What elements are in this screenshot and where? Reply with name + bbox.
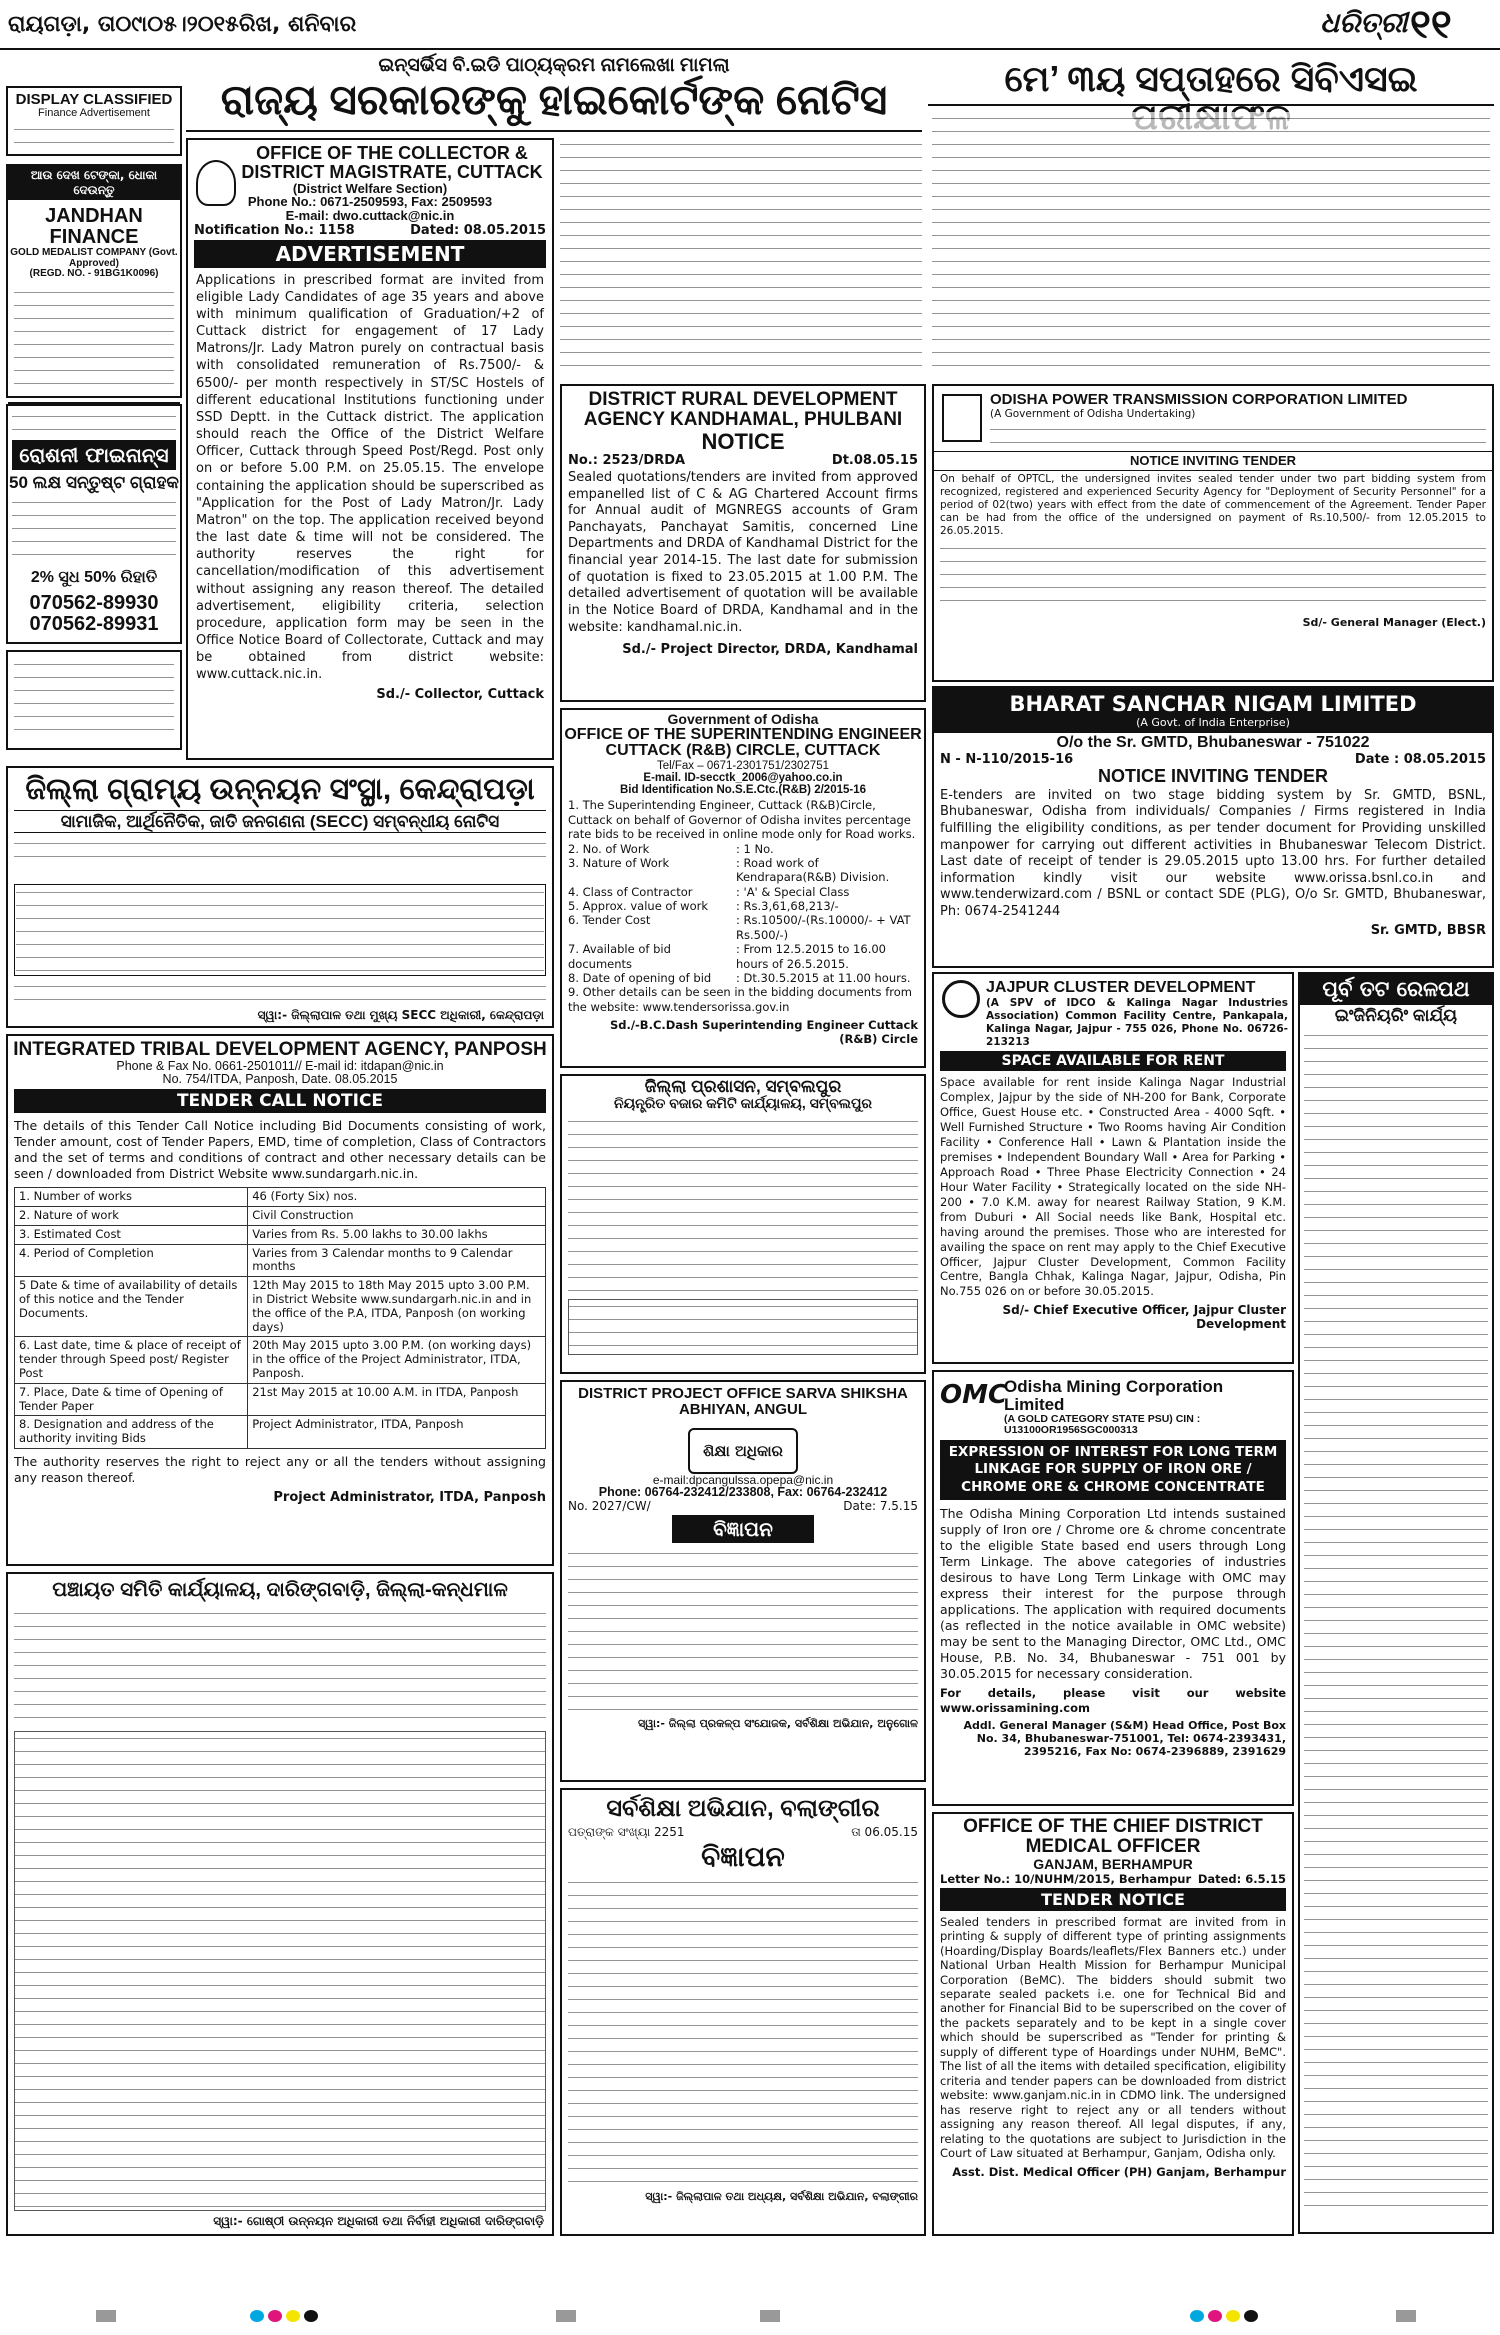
- itda-table-label: 1. Number of works: [15, 1188, 248, 1206]
- se-signature: Sd./-B.C.Dash Superintending Engineer Cuttack (R&B) Circle: [609, 1018, 918, 1047]
- se-item-value: : Rs.3,61,68,213/-: [736, 899, 839, 914]
- bsnl-signature: Sr. GMTD, BBSR: [1370, 922, 1486, 938]
- reg-mark-cyan-2: [1190, 2310, 1204, 2322]
- drda-date: Dt.08.05.15: [831, 452, 918, 468]
- rate-table: [14, 123, 174, 149]
- cdmo-date: Dated: 6.5.15: [1197, 1871, 1286, 1886]
- itda-table-row: [15, 1188, 545, 1207]
- itda-body: The details of this Tender Call Notice including Bid Documents consisting of work, Tender amount, cost of Tender Papers, EMD, time of completion, Class of Contractors and the set of terms and conditions of contract and other necessary details can be seen / downloaded from District Website www.sundargarh.nic.in.: [14, 1118, 546, 1182]
- highcourt-story-text: [560, 138, 922, 378]
- se-tel: Tel/Fax – 0671-2301751/2302751: [656, 760, 829, 773]
- ssa-bolangir-signature: ସ୍ୱା:- ଜିଲ୍ଲାପାଳ ତଥା ଅଧ୍ୟକ୍ଷ, ସର୍ବଶିକ୍ଷା ଅଭିଯାନ, ବଲାଙ୍ଗୀର: [645, 2189, 918, 2203]
- ecr-subtitle: ଇଂଜିନିୟରିଂ କାର୍ଯ୍ୟ: [1334, 1006, 1458, 1025]
- se-item: [568, 971, 918, 985]
- collector-title: OFFICE OF THE COLLECTOR & DISTRICT MAGISTRATE, CUTTACK: [241, 143, 543, 182]
- reg-mark-cyan-1: [250, 2310, 264, 2322]
- reg-mark-black-2: [1244, 2310, 1258, 2322]
- ssa-angul-email: e-mail:dpcangulssa.opepa@nic.in: [652, 1472, 834, 1487]
- itda-table-row: [15, 1226, 545, 1245]
- roshani-rate: 2% ସୁଧ 50% ରିହାତି: [30, 568, 158, 586]
- reg-mark-black-1: [304, 2310, 318, 2322]
- se-item-value: : 'A' & Special Class: [736, 884, 850, 899]
- zilla-title: ଜିଲ୍ଲା ଗ୍ରାମ୍ୟ ଉନ୍ନୟନ ସଂସ୍ଥା, କେନ୍ଦ୍ରାପଡ଼ା: [25, 773, 535, 806]
- display-classified-title: DISPLAY CLASSIFIED: [15, 91, 173, 108]
- ssa-angul-logo: [688, 1428, 798, 1474]
- cdmo-letter: Letter No.: 10/NUHM/2015, Berhampur: [940, 1871, 1192, 1886]
- jajpur-cluster-ad: [932, 972, 1294, 1364]
- collector-cuttack-ad: [186, 138, 554, 760]
- jandhan-line2: GOLD MEDALIST COMPANY (Govt. Approved): [10, 247, 178, 269]
- omc-signature: Addl. General Manager (S&M) Head Office, Post Box No. 34, Bhubaneswar-751001, Tel: 0674-2393431, 2395216, Fax No: 0674-2396889, 2391629: [963, 1719, 1286, 1759]
- zilla-footer-text: [14, 980, 546, 1004]
- optcl-signature: Sd/- General Manager (Elect.): [1302, 616, 1486, 630]
- ssa-angul-date: Date: 7.5.15: [843, 1499, 918, 1514]
- ecr-title: ପୂର୍ବ ତଟ ରେଳପଥ: [1300, 974, 1492, 1005]
- omc-body: The Odisha Mining Corporation Ltd intends sustained supply of Iron ore / Chrome ore & chrome concentrate to the eligible State based end users through Long Term Linkage. The above categories of industries desirous to have Long Term Linkage with OMC may express their interest for the purpose through applications. The application with required documents (as reflected in the notice available in OMC website) may be sent to the Managing Director, OMC Ltd., OMC House, P.B. No. 34, Bhubaneswar - 751 001 by 30.05.2015 for necessary consideration.: [940, 1506, 1286, 1682]
- reg-mark-gray-left: [96, 2310, 116, 2322]
- reg-mark-gray-2: [556, 2310, 576, 2322]
- panchayat-signature: ସ୍ୱା:- ଗୋଷ୍ଠୀ ଉନ୍ନୟନ ଅଧିକାରୀ ତଥା ନିର୍ବାହୀ ଅଧିକାରୀ ଦାରିଙ୍ଗବାଡ଼ି: [213, 2214, 544, 2228]
- drda-title: DISTRICT RURAL DEVELOPMENT AGENCY KANDHAMAL, PHULBANI: [583, 389, 903, 430]
- ssa-angul-band: ବିଜ୍ଞାପନ: [672, 1515, 814, 1543]
- cdmo-body: Sealed tenders in prescribed format are invited from in printing & supply of different type of printing assignments (Hoarding/Display Boards/leaflets/Flex Banners etc.) under National Urban Health Mission for Berhampur Municipal Corporation (BeMC). The bidders should submit two separate sealed packets i.e. one for Technical Bid and another for Financial Bid to be superscribed on the cover of the packets separately and to be kept in a single cover which should be superscribed as "Tender for printing & supply of different type of Hoardings under NUHM, BeMC". The list of all the items with detailed specification, eligibility criteria and tender papers can be downloaded from district website: www.ganjam.nic.in in CDMO link. The undersigned has reserve right to reject any or all tenders without assigning any reason thereof. All legal disputes, if any, relating to the quotations are subject to Jurisdiction in the Court of Law situated at Berhampur, Ganjam, Odisha only.: [940, 1914, 1286, 2161]
- ssa-angul-signature: ସ୍ୱା:- ଜିଲ୍ଲା ପ୍ରକଳ୍ପ ସଂଯୋଜକ, ସର୍ବଶିକ୍ଷା ଅଭିଯାନ, ଅନୁଗୋଳ: [638, 1717, 918, 1731]
- itda-title: INTEGRATED TRIBAL DEVELOPMENT AGENCY, PANPOSH: [13, 1039, 547, 1060]
- se-email: E-mail. ID-secctk_2006@yahoo.co.in: [643, 772, 843, 785]
- se-item: [568, 798, 918, 841]
- collector-band: ADVERTISEMENT: [194, 240, 546, 268]
- ssa-bolangir-band: ବିଜ୍ଞାପନ: [701, 1841, 785, 1873]
- se-item-label: 5. Approx. value of work: [568, 899, 709, 914]
- drda-kandhamal-ad: [560, 384, 926, 702]
- itda-band: TENDER CALL NOTICE: [14, 1089, 546, 1113]
- jajpur-body: Space available for rent inside Kalinga Nagar Industrial Complex, Jajpur by the side of NH-200 for Bank, Corporate Office, Guest House etc. • Constructed Area - 4000 Sqft. • Well Furnished Structure • Two Rooms having Air Condition Facility • Conference Hall • Lawn & Plantation inside the premises • Independent Boundary Wall • Area for Parking • Approach Road • Three Phase Electricity Connection • 24 Hour Water Facility • Strategically located on the side NH-200 • 7.0 K.M. away for nearest Railway Station, 9 K.M. from Duburi • All Social needs like Bank, Hospital etc. having around the premises. Those who are interested for availing the space on rent may apply to the Chief Executive Officer, Jajpur Cluster Development, Common Facility Centre, Bangla Chhak, Kalinga Nagar, Jajpur, Odisha, Pin No.755 026 on or before 30.05.2015.: [940, 1075, 1286, 1299]
- omc-web: For details, please visit our website www.orissamining.com: [940, 1686, 1286, 1715]
- collector-notification-no: Notification No.: 1158: [194, 222, 355, 238]
- jandhan-title: JANDHAN FINANCE: [45, 205, 143, 248]
- reg-mark-magenta-1: [268, 2310, 282, 2322]
- se-title: OFFICE OF THE SUPERINTENDING ENGINEER CUTTACK (R&B) CIRCLE, CUTTACK: [564, 725, 922, 760]
- bsnl-header-band: [934, 688, 1492, 733]
- itda-table-label: 8. Designation and address of the authority inviting Bids: [15, 1416, 248, 1448]
- optcl-title: ODISHA POWER TRANSMISSION CORPORATION LIMITED: [990, 391, 1408, 408]
- drda-signature: Sd./- Project Director, DRDA, Kandhamal: [622, 642, 918, 658]
- ecr-tender-list: [1304, 1029, 1488, 2209]
- collector-date: Dated: 08.05.2015: [410, 222, 546, 238]
- reader-notice: [6, 650, 182, 750]
- roshani-title: ରୋଶନୀ ଫାଇନାନ୍ସ: [12, 440, 176, 470]
- collector-body: Applications in prescribed format are invited from eligible Lady Candidates of age 35 years and above with minimum qualification of Graduation/+2 of Cuttack district for engagement of 17 Lady Matrons/Jr. Lady Matron purely on contractual basis with consolidated remuneration of Rs.7500/- & 6500/- per month respectively in ST/SC Hostels of different educational Institutions functioning under SSD Deptt. in the Cuttack district. The application should reach the Office of the District Welfare Officer, Cuttack through Speed Post/Regd. Post only on or before 5.00 P.M. on 25.05.15. The envelope containing the application should be superscribed as "Application for the Post of Lady Matron/Jr. Lady Matron" on the top. The application received beyond the last date & time will not be considered. The authority reserves the right for cancellation/modification of this advertisement without assigning any reason thereof. The detailed advertisement, eligibility criteria, selection procedure, application form may be seen in the Office Notice Board of Collectorate, Cuttack and may be obtained from district website: www.cuttack.nic.in.: [196, 272, 544, 683]
- date-line: ରାୟଗଡ଼ା, ତା୦୯ା୦୫।୨୦୧୫ରିଖ, ଶନିବାର: [8, 12, 357, 37]
- reg-mark-gray-3: [760, 2310, 780, 2322]
- ssa-bolangir-no: ପତ୍ରାଙ୍କ ସଂଖ୍ୟା 2251: [568, 1825, 685, 1840]
- optcl-subtitle: (A Government of Odisha Undertaking): [990, 407, 1196, 420]
- cdmo-ganjam-ad: [932, 1812, 1294, 2236]
- itda-table-label: 6. Last date, time & place of receipt of tender through Speed post/ Register Post: [15, 1337, 248, 1382]
- ssa-bolangir-ad: [560, 1788, 926, 2236]
- sambalpur-market-ad: [560, 1074, 926, 1374]
- se-item-value: : 1 No.: [736, 841, 774, 856]
- itda-table-row: [15, 1337, 545, 1383]
- bsnl-ad: [932, 686, 1494, 968]
- jandhan-kicker: ଆଉ ଦେଖ ଟେଙ୍କା, ଧୋକା ଦେଉନ୍ତୁ: [8, 166, 180, 200]
- se-item: [568, 885, 918, 899]
- se-item: [568, 899, 918, 913]
- zilla-signature: ସ୍ୱା:- ଜିଲ୍ଲାପାଳ ତଥା ମୁଖ୍ୟ SECC ଅଧିକାରୀ, କେନ୍ଦ୍ରାପଡ଼ା: [257, 1008, 544, 1022]
- optcl-body: On behalf of OPTCL, the undersigned invites sealed tender under two part bidding system from recognized, registered and experienced Security Agency for "Deployment of Security Personnel" for a period of 02(two) years with effect from the date of commencement of the Agreement. Tender Paper can be had from the office of the undersigned on payment of Rs.10,500/- from 12.05.2015 to 26.05.2015.: [940, 472, 1486, 538]
- itda-table-row: [15, 1416, 545, 1448]
- se-item: [568, 842, 918, 856]
- itda-table-value: 12th May 2015 to 18th May 2015 upto 3.00 P.M. in District Website www.sundargarh.nic.in and in the office of the P.A, ITDA, Panposh (on working days): [252, 1278, 532, 1334]
- itda-table-row: [15, 1245, 545, 1278]
- roshani-phone-2: 070562-89931: [29, 612, 159, 635]
- headline-cbse: [928, 56, 1494, 106]
- ssa-angul-logo-text: ଶିକ୍ଷା ଅଧିକାର: [703, 1442, 783, 1460]
- itda-table-value: Varies from 3 Calendar months to 9 Calendar months: [252, 1245, 513, 1274]
- reg-mark-yellow-2: [1226, 2310, 1240, 2322]
- se-item-value: : Rs.10500/-(Rs.10000/- + VAT Rs.500/-): [736, 913, 911, 942]
- itda-footer: The authority reserves the right to reject any or all the tenders without assigning any reason thereof.: [14, 1453, 546, 1485]
- ssa-angul-title: DISTRICT PROJECT OFFICE SARVA SHIKSHA ABHIYAN, ANGUL: [578, 1385, 908, 1418]
- se-item-label: 9. Other details can be seen in the bidding documents from the website: www.tendersorissa.gov.in: [568, 985, 912, 1014]
- cdmo-band: TENDER NOTICE: [940, 1888, 1286, 1911]
- drda-band: NOTICE: [701, 428, 785, 454]
- itda-table-label: 2. Nature of work: [15, 1207, 248, 1225]
- jajpur-subtitle: (A SPV of IDCO & Kalinga Nagar Industries Association) Common Facility Centre, Pankapala, Kalinga Nagar, Jajpur - 755 026, Phone No. 06726-213213: [986, 996, 1288, 1049]
- ssa-angul-body: [568, 1547, 918, 1713]
- itda-contact: Phone & Fax No. 0661-2501011// E-mail id: itdapan@nic.in: [116, 1058, 444, 1073]
- ssa-angul-no: No. 2027/CW/: [568, 1499, 651, 1514]
- drda-no: No.: 2523/DRDA: [568, 452, 686, 468]
- jajpur-band: SPACE AVAILABLE FOR RENT: [940, 1051, 1286, 1071]
- bsnl-subtitle: (A Govt. of India Enterprise): [1136, 716, 1290, 729]
- reg-mark-gray-right: [1396, 2310, 1416, 2322]
- zilla-schedule-table: [14, 884, 546, 976]
- sambalpur-title: ଜିଲ୍ଲା ପ୍ରଶାସନ, ସମ୍ବଲପୁର: [644, 1077, 842, 1096]
- se-gov: Government of Odisha: [667, 711, 819, 727]
- collector-email: E-mail: dwo.cuttack@nic.in: [285, 208, 455, 224]
- jajpur-title: JAJPUR CLUSTER DEVELOPMENT: [986, 979, 1256, 996]
- reg-mark-yellow-1: [286, 2310, 300, 2322]
- cdmo-title: OFFICE OF THE CHIEF DISTRICT MEDICAL OFFICER: [963, 1816, 1263, 1857]
- display-classified-box: [6, 86, 182, 156]
- headline-cbse-title: ମେ’ ୩ୟ ସପ୍ତାହରେ ସିବିଏସଇ: [1004, 58, 1418, 99]
- panchayat-intro: [14, 1607, 546, 1725]
- cbse-story-text: [932, 112, 1490, 376]
- itda-table-label: 4. Period of Completion: [15, 1245, 248, 1277]
- headline-highcourt: [186, 56, 922, 132]
- collector-signature: Sd./- Collector, Cuttack: [376, 687, 544, 703]
- roshani-body: [12, 496, 176, 566]
- ssa-angul-ad: [560, 1380, 926, 1782]
- sambalpur-body: [568, 1115, 918, 1295]
- bsnl-no: N - N-110/2015-16: [940, 751, 1074, 767]
- jajpur-logo-icon: [942, 980, 980, 1018]
- bsnl-body: E-tenders are invited on two stage bidding system by Sr. GMTD, BSNL, Bhubaneswar, Odisha from individuals/ Companies / Firms registered in India fulfilling the eligibility conditions, as per tender document for Providing unskilled manpower for carrying out different activities in Bhubaneswar Telecom District. Last date of receipt of tender is 29.05.2015 upto 13.00 hrs. For further detailed information kindly visit our website www.orissa.bsnl.co.in and www.tenderwizard.com / BSNL or contact SDE (PLG), O/o Sr. GMTD, Bhubaneswar, Ph: 0674-2541244: [940, 787, 1486, 920]
- drda-body: Sealed quotations/tenders are invited from approved empanelled list of C & AG Chartered Account firms for Annual audit of MGNREGS accounts of Gram Panchayats, Panchayat Samitis, concerned Line Departments and DRDA of Kandhamal District for the financial year 2014-15. The last date for submission of quotation is fixed to 23.05.2015 at 1.00 P.M. The detailed advertisement of quotation will be available in the Notice Board of DRDA, Kandhamal and in the website: kandhamal.nic.in.: [568, 469, 918, 635]
- ssa-bolangir-title: ସର୍ବଶିକ୍ଷା ଅଭିଯାନ, ବଲାଙ୍ଗୀର: [606, 1795, 880, 1822]
- zilla-table-body: [16, 886, 544, 974]
- headline-kicker: ଇନ୍‌ସର୍ଭିସ ବି.ଇଡି ପାଠ୍ୟକ୍ରମ ନାମଲେଖା ମାମଲା: [378, 55, 730, 76]
- se-item-label: 2. No. of Work: [568, 841, 650, 856]
- se-cuttack-ad: [560, 708, 926, 1068]
- omc-band: EXPRESSION OF INTEREST FOR LONG TERM LINKAGE FOR SUPPLY OF IRON ORE / CHROME ORE & CHROME CONCENTRATE: [940, 1440, 1286, 1501]
- itda-table-row: [15, 1277, 545, 1337]
- omc-subtitle: (A GOLD CATEGORY STATE PSU) CIN : U13100OR1956SGC000313: [1004, 1412, 1201, 1436]
- sambalpur-subtitle: ନିୟନ୍ତ୍ରିତ ବଜାର କମିଟି କାର୍ଯ୍ୟାଳୟ, ସମ୍ବଲପୁର: [613, 1094, 873, 1111]
- zilla-subtitle: ସାମାଜିକ, ଆର୍ଥିନୈତିକ, ଜାତି ଜନଗଣନା (SECC) ସମ୍ବନ୍ଧୀୟ ନୋଟିସ: [14, 810, 546, 834]
- ssa-bolangir-body: [568, 1876, 918, 2186]
- itda-table-value: 21st May 2015 at 10.00 A.M. in ITDA, Panposh: [252, 1384, 519, 1399]
- itda-table-label: 3. Estimated Cost: [15, 1226, 248, 1244]
- roshani-line: 50 ଲକ୍ଷ ସନ୍ତୁଷ୍ଟ ଗ୍ରାହକ: [9, 473, 179, 492]
- ssa-bolangir-date: ତା 06.05.15: [851, 1825, 918, 1840]
- itda-table-value: Project Administrator, ITDA, Panposh: [252, 1417, 464, 1432]
- bsnl-office: O/o the Sr. GMTD, Bhubaneswar - 751022: [1056, 734, 1370, 751]
- se-item-label: 8. Date of opening of bid: [568, 970, 712, 985]
- optcl-band: NOTICE INVITING TENDER: [934, 451, 1492, 471]
- se-item: [568, 913, 918, 942]
- itda-table-value: 46 (Forty Six) nos.: [252, 1189, 358, 1204]
- jandhan-ad: [6, 164, 182, 398]
- reader-notice-text: [14, 658, 174, 742]
- omc-logo: OMC: [940, 1380, 1008, 1410]
- collector-section: (District Welfare Section): [292, 180, 448, 196]
- itda-signature: Project Administrator, ITDA, Panposh: [273, 1489, 546, 1505]
- se-item-label: 3. Nature of Work: [568, 855, 670, 870]
- optcl-address: [990, 423, 1486, 449]
- page-number: ୧୧: [1410, 2, 1452, 48]
- bsnl-title: BHARAT SANCHAR NIGAM LIMITED: [1009, 692, 1417, 716]
- sambalpur-rate-table: [568, 1299, 918, 1355]
- ssa-angul-phone: Phone: 06764-232412/233808, Fax: 06764-232412: [598, 1485, 888, 1500]
- itda-table-value: Varies from Rs. 5.00 lakhs to 30.00 lakhs: [252, 1226, 488, 1241]
- reg-mark-magenta-2: [1208, 2310, 1222, 2322]
- display-classified-subtitle: Finance Advertisement: [38, 106, 150, 119]
- itda-panposh-ad: [6, 1034, 554, 1566]
- bsnl-date: Date : 08.05.2015: [1354, 751, 1486, 767]
- brand-logo: ଧରିତ୍ରୀ: [1320, 6, 1408, 39]
- itda-table-row: [15, 1384, 545, 1417]
- jajpur-signature: Sd/- Chief Executive Officer, Jajpur Cluster Development: [1002, 1303, 1286, 1332]
- se-item-value: : Dt.30.5.2015 at 11.00 hours.: [736, 970, 911, 985]
- optcl-tower-icon: [942, 394, 982, 442]
- cdmo-signature: Asst. Dist. Medical Officer (PH) Ganjam, Berhampur: [952, 2164, 1286, 2179]
- optcl-body-more: [940, 542, 1486, 612]
- jandhan-line3: (REGD. NO. - 91BG1K0096): [29, 268, 159, 279]
- panchayat-title: ପଞ୍ଚାୟତ ସମିତି କାର୍ଯ୍ୟାଳୟ, ଦାରିଙ୍ଗବାଡ଼ି, ଜିଲ୍ଲା-କନ୍ଧମାଳ: [52, 1579, 508, 1601]
- se-item-label: 6. Tender Cost: [568, 913, 651, 928]
- se-item-label: 1. The Superintending Engineer, Cuttack (R&B)Circle, Cuttack on behalf of Governor of Odisha invites percentage rate bids to be received in online mode only for Road works.: [568, 798, 916, 842]
- se-item-label: 7. Available of bid documents: [568, 942, 671, 971]
- se-item-label: 4. Class of Contractor: [568, 884, 693, 899]
- roshani-phone-1: 070562-89930: [29, 591, 159, 614]
- panchayat-samiti-ad: [6, 1572, 554, 2236]
- east-coast-railway-ad: [1298, 972, 1494, 2234]
- se-item-value: : From 12.5.2015 to 16.00 hours of 26.5.2015.: [736, 942, 886, 971]
- itda-table-value: Civil Construction: [252, 1207, 354, 1222]
- se-bid-id: Bid Identification No.S.E.Ctc.(R&B) 2/2015-16: [619, 784, 866, 797]
- zilla-gramya-ad: [6, 766, 554, 1028]
- omc-title: Odisha Mining Corporation Limited: [1004, 1377, 1224, 1414]
- roshani-ad: [6, 404, 182, 644]
- itda-table-label: 5 Date & time of availability of details of this notice and the Tender Documents.: [15, 1277, 248, 1336]
- odisha-emblem-icon: [196, 160, 236, 206]
- panchayat-schedule-table: [14, 1731, 546, 2211]
- zilla-intro: [14, 837, 546, 865]
- masthead: [0, 0, 1500, 50]
- se-items-list: [562, 796, 924, 1016]
- omc-ad: [932, 1370, 1294, 1806]
- optcl-ad: [932, 384, 1494, 682]
- headline-title: ରାଜ୍ୟ ସରକାରଙ୍କୁ ହାଇକୋର୍ଟଙ୍କ ନୋଟିସ: [220, 75, 888, 123]
- jandhan-body: [14, 286, 174, 396]
- se-item: [568, 985, 918, 1014]
- itda-table-value: 20th May 2015 upto 3.00 P.M. (on working days) in the office of the Project Administrator, ITDA, Panposh.: [252, 1338, 532, 1380]
- roshani-kicker: [12, 410, 176, 436]
- itda-no: No. 754/ITDA, Panposh, Date. 08.05.2015: [162, 1072, 398, 1087]
- collector-phone: Phone No.: 0671-2509593, Fax: 2509593: [247, 194, 493, 210]
- se-item: [568, 942, 918, 971]
- registration-marks: [0, 2300, 1500, 2330]
- itda-table-label: 7. Place, Date & time of Opening of Tender Paper: [15, 1384, 248, 1416]
- bsnl-band: NOTICE INVITING TENDER: [1097, 765, 1328, 786]
- cdmo-place: GANJAM, BERHAMPUR: [1033, 1855, 1193, 1872]
- se-item: [568, 856, 918, 885]
- itda-table-row: [15, 1207, 545, 1226]
- itda-details-table: [14, 1187, 546, 1449]
- se-item-value: : Road work of Kendrapara(R&B) Division.: [736, 855, 890, 885]
